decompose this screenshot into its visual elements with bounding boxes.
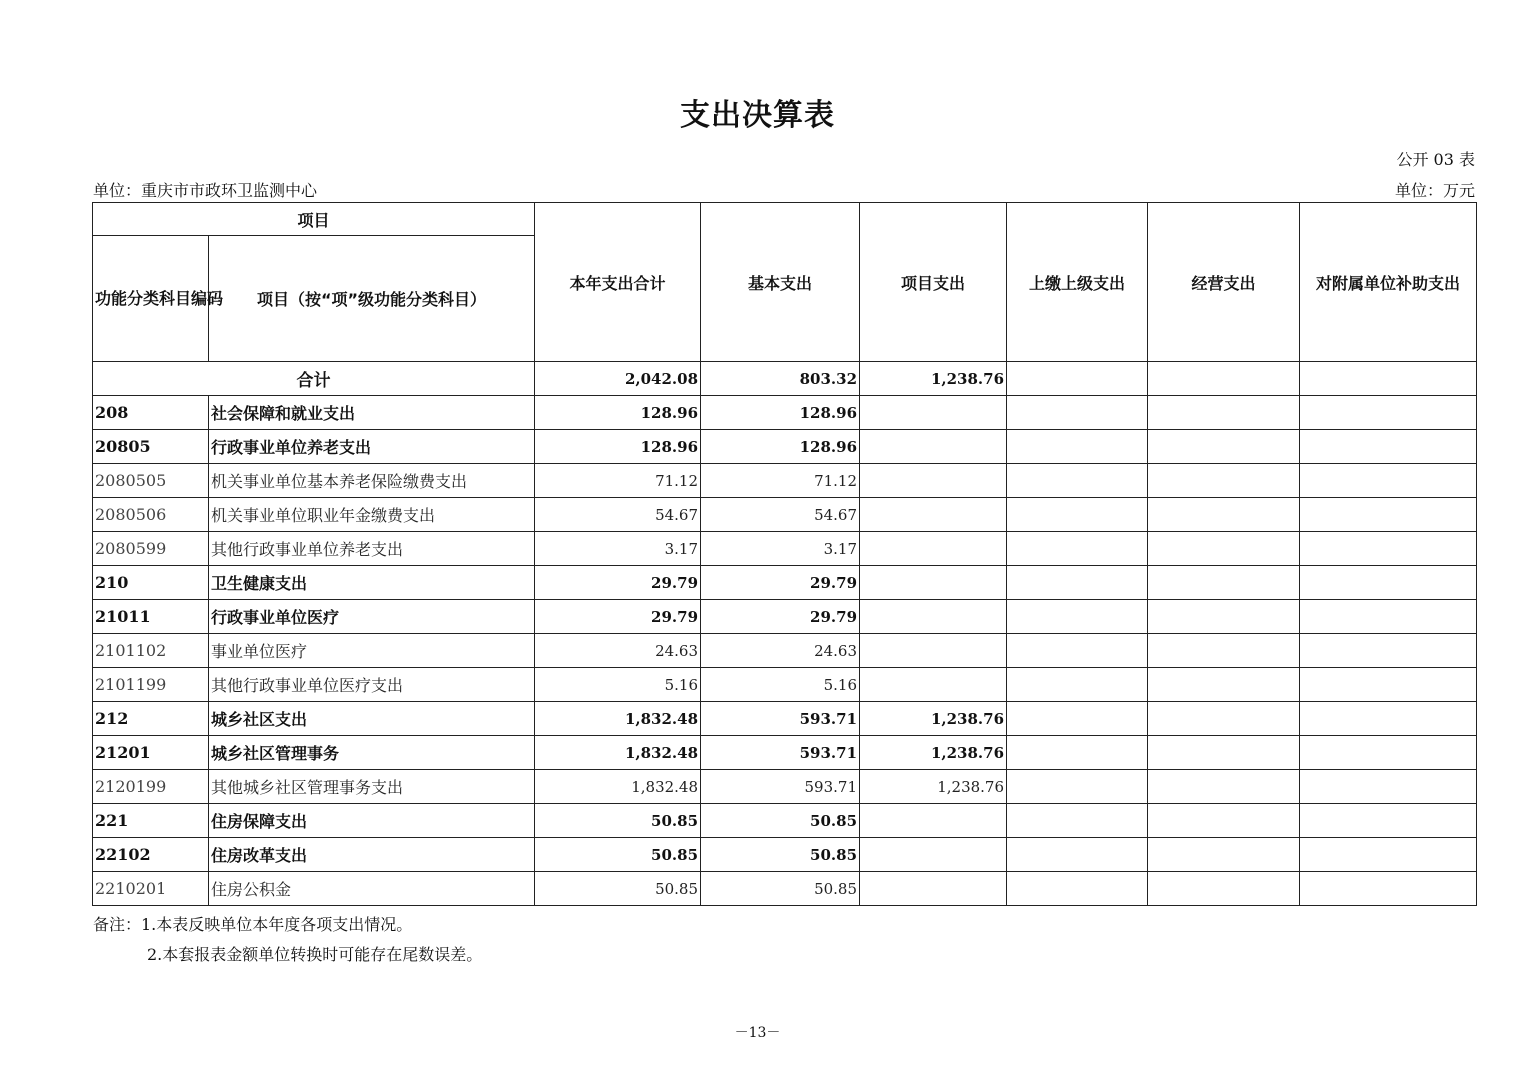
total-project: 1,238.76 xyxy=(860,362,1007,396)
row-business xyxy=(1148,804,1300,838)
row-upper xyxy=(1007,872,1148,906)
expenditure-table xyxy=(92,202,1477,906)
row-total: 54.67 xyxy=(535,498,701,532)
row-basic: 128.96 xyxy=(701,396,860,430)
row-project xyxy=(860,668,1007,702)
row-subsidy xyxy=(1300,566,1477,600)
row-business xyxy=(1148,736,1300,770)
header-upper: 上缴上级支出 xyxy=(1007,203,1148,362)
note-1: 备注：1.本表反映单位本年度各项支出情况。 xyxy=(93,915,413,934)
table-row xyxy=(93,566,1477,600)
row-total: 29.79 xyxy=(535,566,701,600)
row-code: 21011 xyxy=(93,600,209,634)
row-business xyxy=(1148,566,1300,600)
row-code: 2080506 xyxy=(93,498,209,532)
row-business xyxy=(1148,770,1300,804)
row-project xyxy=(860,804,1007,838)
total-label: 合计 xyxy=(93,362,535,396)
row-upper xyxy=(1007,770,1148,804)
form-number: 公开 03 表 xyxy=(1396,150,1475,169)
row-name: 其他行政事业单位养老支出 xyxy=(209,532,535,566)
row-subsidy xyxy=(1300,464,1477,498)
row-basic: 50.85 xyxy=(701,804,860,838)
row-basic: 54.67 xyxy=(701,498,860,532)
row-code: 2101102 xyxy=(93,634,209,668)
row-name: 住房改革支出 xyxy=(209,838,535,872)
row-subsidy xyxy=(1300,600,1477,634)
reporting-unit: 单位：重庆市市政环卫监测中心 xyxy=(93,181,318,200)
row-project xyxy=(860,566,1007,600)
table-row xyxy=(93,702,1477,736)
table-row xyxy=(93,634,1477,668)
table-row xyxy=(93,430,1477,464)
row-business xyxy=(1148,498,1300,532)
row-code: 2080599 xyxy=(93,532,209,566)
header-subsidy: 对附属单位补助支出 xyxy=(1300,203,1477,362)
row-business xyxy=(1148,532,1300,566)
row-total: 71.12 xyxy=(535,464,701,498)
row-subsidy xyxy=(1300,838,1477,872)
row-project xyxy=(860,838,1007,872)
row-project: 1,238.76 xyxy=(860,770,1007,804)
row-subsidy xyxy=(1300,668,1477,702)
row-business xyxy=(1148,872,1300,906)
row-business xyxy=(1148,430,1300,464)
table-row xyxy=(93,396,1477,430)
row-name: 其他城乡社区管理事务支出 xyxy=(209,770,535,804)
row-total: 24.63 xyxy=(535,634,701,668)
row-upper xyxy=(1007,464,1148,498)
row-basic: 5.16 xyxy=(701,668,860,702)
header-basic: 基本支出 xyxy=(701,203,860,362)
row-business xyxy=(1148,634,1300,668)
row-project xyxy=(860,464,1007,498)
row-total: 5.16 xyxy=(535,668,701,702)
row-subsidy xyxy=(1300,804,1477,838)
row-project xyxy=(860,634,1007,668)
notes xyxy=(93,910,482,970)
row-upper xyxy=(1007,566,1148,600)
row-code: 210 xyxy=(93,566,209,600)
page-number: －13－ xyxy=(734,1025,781,1041)
header-total: 本年支出合计 xyxy=(535,203,701,362)
row-basic: 29.79 xyxy=(701,600,860,634)
row-subsidy xyxy=(1300,736,1477,770)
row-basic: 29.79 xyxy=(701,566,860,600)
row-upper xyxy=(1007,804,1148,838)
row-code: 2210201 xyxy=(93,872,209,906)
row-code: 22102 xyxy=(93,838,209,872)
row-project: 1,238.76 xyxy=(860,702,1007,736)
row-business xyxy=(1148,668,1300,702)
header-project-group: 项目 xyxy=(93,203,535,236)
row-name: 住房保障支出 xyxy=(209,804,535,838)
total-business xyxy=(1148,362,1300,396)
table-row xyxy=(93,600,1477,634)
table-row xyxy=(93,532,1477,566)
row-basic: 24.63 xyxy=(701,634,860,668)
row-total: 1,832.48 xyxy=(535,736,701,770)
row-subsidy xyxy=(1300,430,1477,464)
row-business xyxy=(1148,702,1300,736)
row-upper xyxy=(1007,532,1148,566)
row-upper xyxy=(1007,702,1148,736)
row-business xyxy=(1148,396,1300,430)
row-total: 128.96 xyxy=(535,430,701,464)
row-upper xyxy=(1007,430,1148,464)
row-upper xyxy=(1007,634,1148,668)
row-name: 事业单位医疗 xyxy=(209,634,535,668)
table-row xyxy=(93,464,1477,498)
row-basic: 50.85 xyxy=(701,872,860,906)
row-project xyxy=(860,396,1007,430)
row-upper xyxy=(1007,600,1148,634)
row-upper xyxy=(1007,838,1148,872)
table-row xyxy=(93,498,1477,532)
row-total: 50.85 xyxy=(535,804,701,838)
header-project: 项目支出 xyxy=(860,203,1007,362)
row-project xyxy=(860,532,1007,566)
row-total: 1,832.48 xyxy=(535,702,701,736)
note-2: 2.本套报表金额单位转换时可能存在尾数误差。 xyxy=(147,945,483,964)
table-row xyxy=(93,668,1477,702)
row-business xyxy=(1148,464,1300,498)
row-name: 机关事业单位职业年金缴费支出 xyxy=(209,498,535,532)
row-basic: 50.85 xyxy=(701,838,860,872)
row-business xyxy=(1148,838,1300,872)
row-basic: 71.12 xyxy=(701,464,860,498)
total-subsidy xyxy=(1300,362,1477,396)
row-name: 其他行政事业单位医疗支出 xyxy=(209,668,535,702)
row-total: 29.79 xyxy=(535,600,701,634)
row-upper xyxy=(1007,396,1148,430)
row-total: 3.17 xyxy=(535,532,701,566)
row-basic: 128.96 xyxy=(701,430,860,464)
total-upper xyxy=(1007,362,1148,396)
row-upper xyxy=(1007,668,1148,702)
row-name: 行政事业单位医疗 xyxy=(209,600,535,634)
row-project xyxy=(860,430,1007,464)
row-basic: 593.71 xyxy=(701,770,860,804)
row-total: 50.85 xyxy=(535,838,701,872)
row-project: 1,238.76 xyxy=(860,736,1007,770)
row-basic: 3.17 xyxy=(701,532,860,566)
row-project xyxy=(860,498,1007,532)
table-row xyxy=(93,804,1477,838)
row-total: 50.85 xyxy=(535,872,701,906)
header-name: 项目（按“项”级功能分类科目） xyxy=(209,236,535,362)
header-code: 功能分类科目编码 xyxy=(93,236,209,362)
page-title: 支出决算表 xyxy=(680,98,835,133)
row-subsidy xyxy=(1300,396,1477,430)
table-body xyxy=(93,362,1477,906)
table-row xyxy=(93,838,1477,872)
row-name: 行政事业单位养老支出 xyxy=(209,430,535,464)
total-amount: 2,042.08 xyxy=(535,362,701,396)
row-project xyxy=(860,872,1007,906)
row-name: 城乡社区管理事务 xyxy=(209,736,535,770)
row-name: 卫生健康支出 xyxy=(209,566,535,600)
row-subsidy xyxy=(1300,702,1477,736)
row-total: 1,832.48 xyxy=(535,770,701,804)
row-upper xyxy=(1007,736,1148,770)
row-code: 21201 xyxy=(93,736,209,770)
row-subsidy xyxy=(1300,532,1477,566)
row-upper xyxy=(1007,498,1148,532)
header-business: 经营支出 xyxy=(1148,203,1300,362)
total-row xyxy=(93,362,1477,396)
row-name: 社会保障和就业支出 xyxy=(209,396,535,430)
row-subsidy xyxy=(1300,872,1477,906)
table-row xyxy=(93,770,1477,804)
row-name: 住房公积金 xyxy=(209,872,535,906)
table-row xyxy=(93,872,1477,906)
table-row xyxy=(93,736,1477,770)
row-code: 2101199 xyxy=(93,668,209,702)
row-subsidy xyxy=(1300,498,1477,532)
row-business xyxy=(1148,600,1300,634)
row-subsidy xyxy=(1300,770,1477,804)
row-name: 机关事业单位基本养老保险缴费支出 xyxy=(209,464,535,498)
row-total: 128.96 xyxy=(535,396,701,430)
total-basic: 803.32 xyxy=(701,362,860,396)
row-subsidy xyxy=(1300,634,1477,668)
currency-unit: 单位：万元 xyxy=(1394,181,1475,200)
row-name: 城乡社区支出 xyxy=(209,702,535,736)
row-basic: 593.71 xyxy=(701,736,860,770)
row-code: 2080505 xyxy=(93,464,209,498)
row-code: 208 xyxy=(93,396,209,430)
row-code: 20805 xyxy=(93,430,209,464)
row-basic: 593.71 xyxy=(701,702,860,736)
row-code: 221 xyxy=(93,804,209,838)
row-code: 212 xyxy=(93,702,209,736)
row-code: 2120199 xyxy=(93,770,209,804)
row-project xyxy=(860,600,1007,634)
